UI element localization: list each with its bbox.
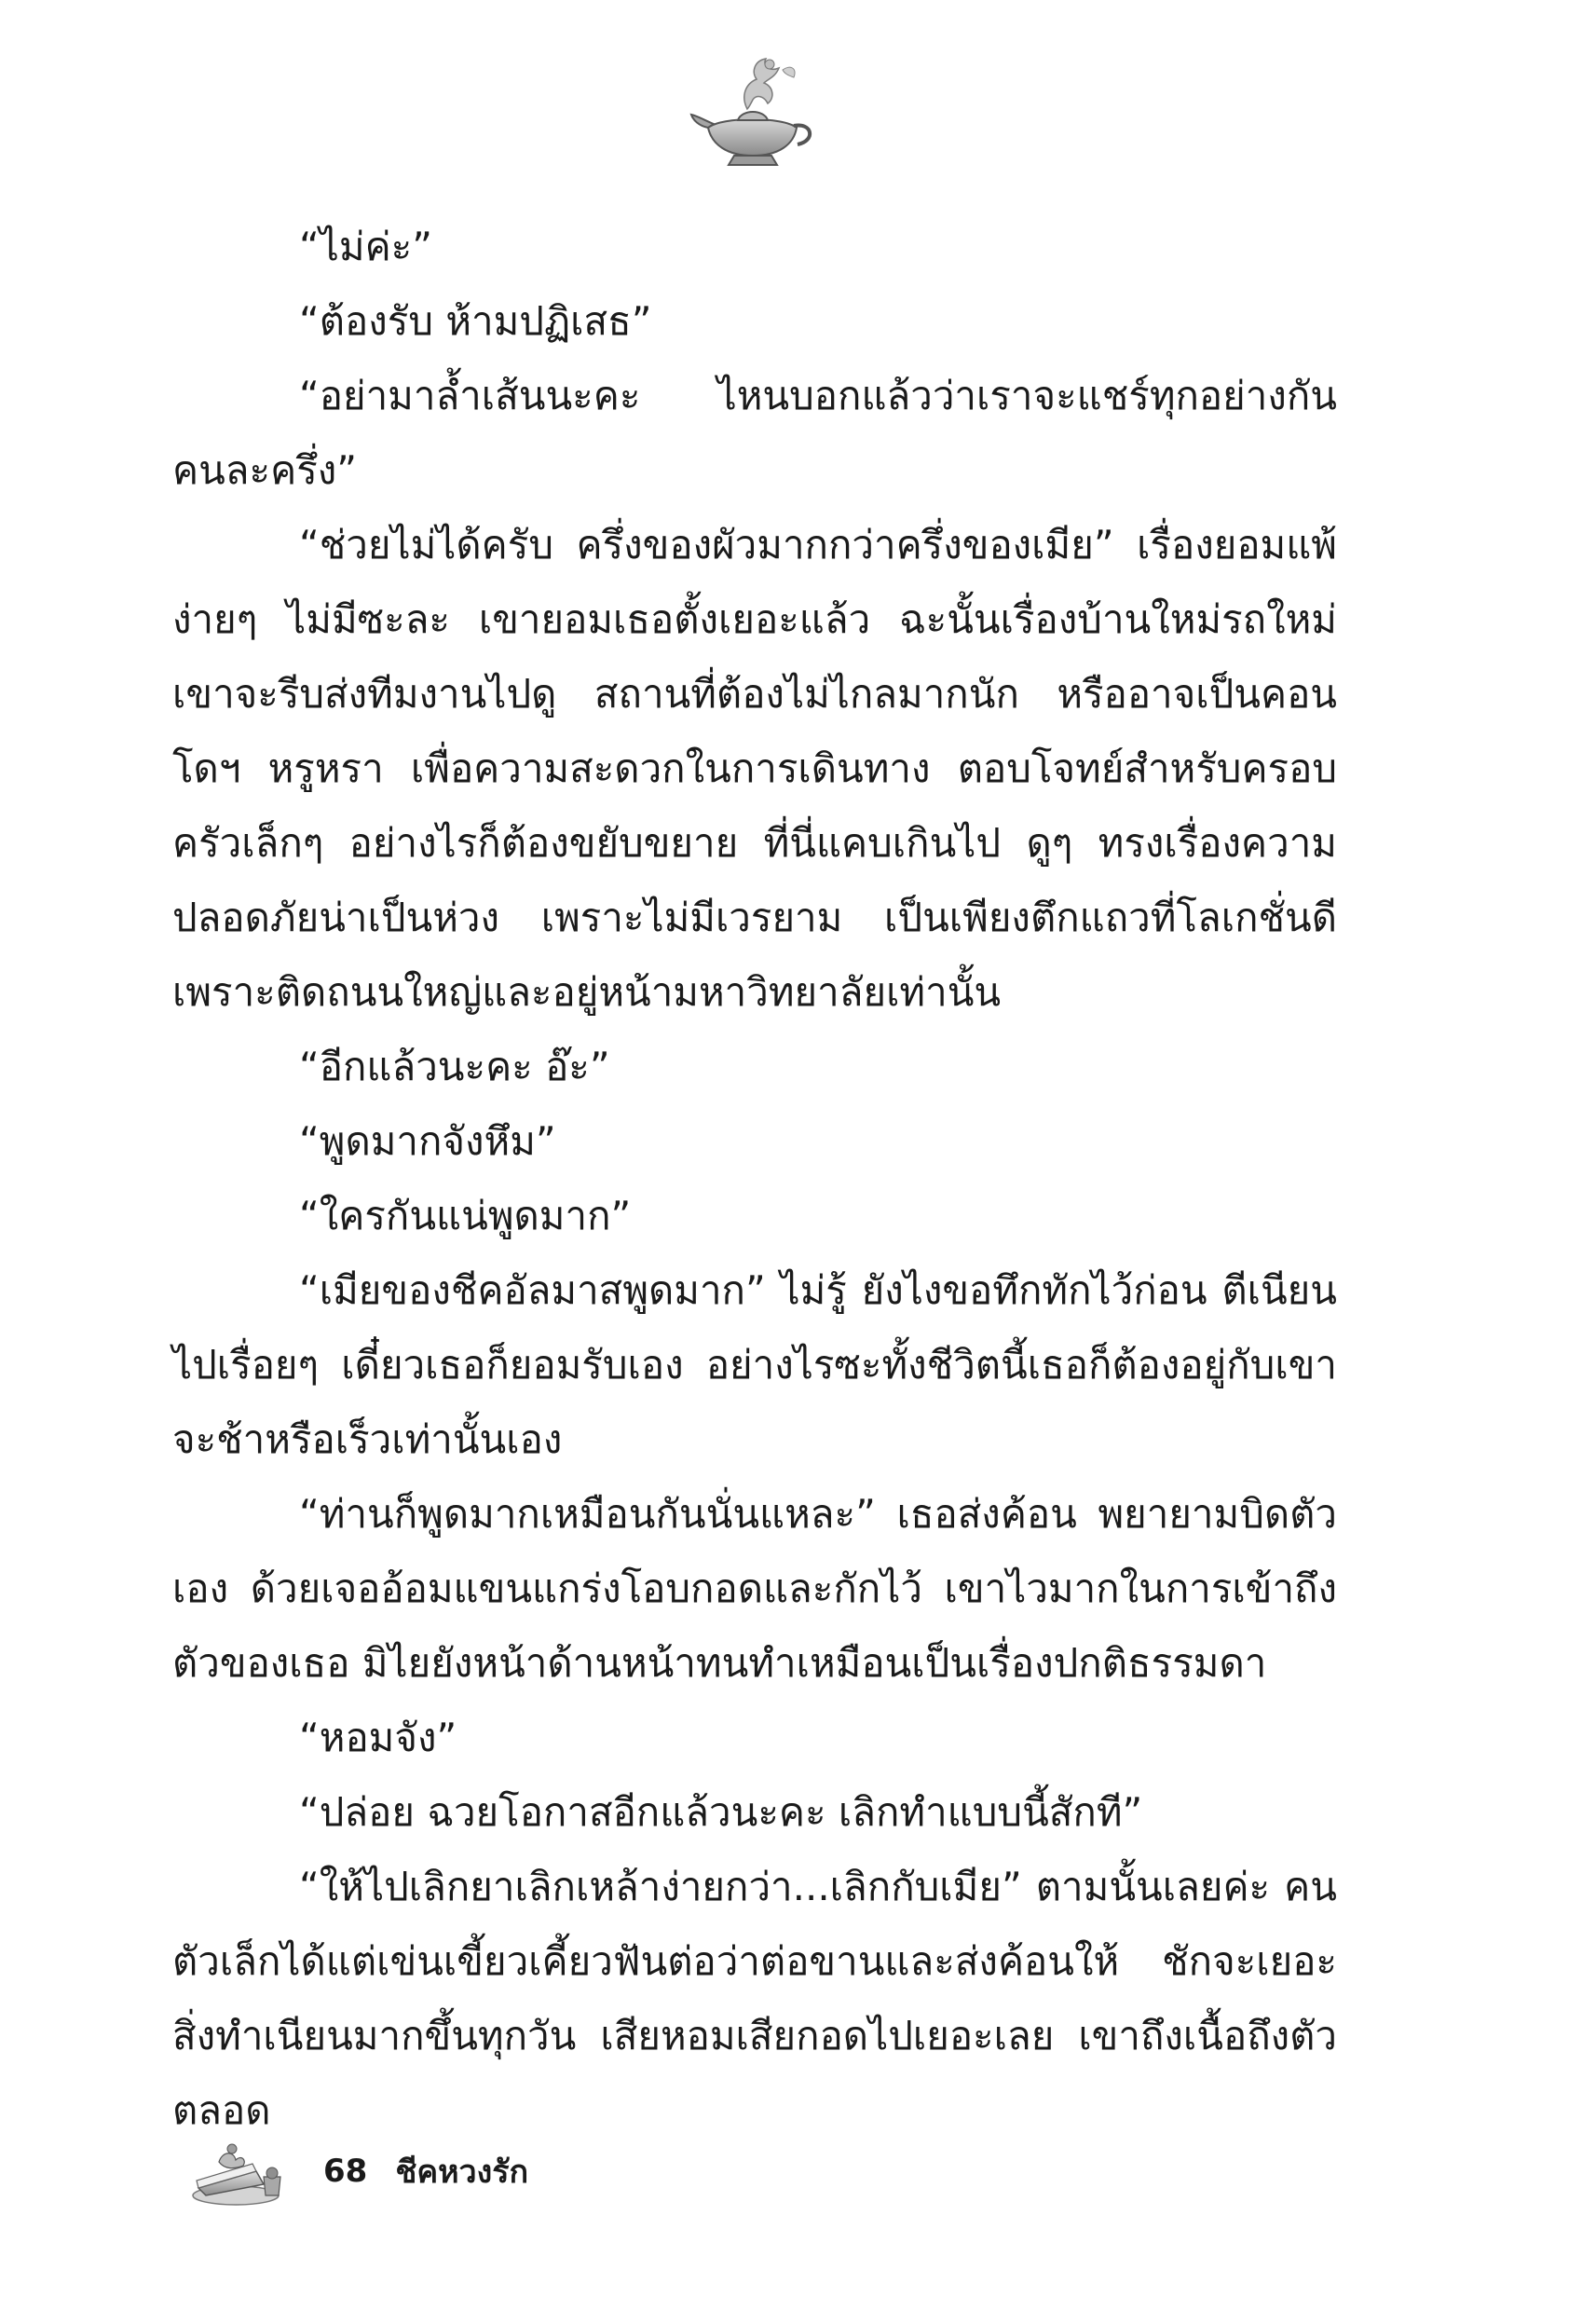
book-title: ชีคหวงรัก xyxy=(395,2154,529,2191)
paragraph: “ปล่อย ฉวยโอกาสอีกแล้วนะคะ เลิกทำแบบนี้สักที” xyxy=(299,1789,1143,1835)
paragraph: “ช่วยไม่ได้ครับ ครึ่งของผัวมากกว่าครึ่งของเมีย” เรื่องยอมแพ้ง่ายๆ ไม่มีซะละ เขายอมเธอตั้งเยอะแล้ว ฉะนั้นเรื่องบ้านใหม่รถใหม่เขาจะรีบส่งทีมงานไปดู สถานที่ต้องไม่ไกลมากนัก หรืออาจเป็นคอนโดฯ หรูหรา เพื่อความสะดวกในการเดินทาง ตอบโจทย์สำหรับครอบครัวเล็กๆ อย่างไรก็ต้องขยับขยาย ที่นี่แคบเกินไป ดูๆ ทรงเรื่องความปลอดภัยน่าเป็นห่วง เพราะไม่มีเวรยาม เป็นเพียงตึกแถวที่โลเกชั่นดีเพราะติดถนนใหญ่และอยู่หน้ามหาวิทยาลัยเท่านั้น xyxy=(172,522,1337,1015)
body-text xyxy=(172,210,1337,2148)
paragraph: “ท่านก็พูดมากเหมือนกันนั่นแหละ” เธอส่งค้อน พยายามบิดตัวเอง ด้วยเจออ้อมแขนแกร่งโอบกอดและกักไว้ เขาไวมากในการเข้าถึงตัวของเธอ มิไยยังหน้าด้านหน้าทนทำเหมือนเป็นเรื่องปกติธรรมดา xyxy=(172,1491,1337,1686)
paragraph: “ใครกันแน่พูดมาก” xyxy=(299,1193,632,1238)
paragraph: “หอมจัง” xyxy=(299,1715,457,1760)
page-footer xyxy=(191,2134,528,2208)
paragraph: “ต้องรับ ห้ามปฏิเสธ” xyxy=(299,298,652,344)
genie-lamp-icon xyxy=(689,51,820,172)
paragraph: “พูดมากจังหึม” xyxy=(299,1118,556,1164)
paragraph: “อีกแล้วนะคะ อ๊ะ” xyxy=(299,1044,610,1089)
paragraph: “ให้ไปเลิกยาเลิกเหล้าง่ายกว่า...เลิกกับเมีย” ตามนั้นเลยค่ะ คนตัวเล็กได้แต่เข่นเขี้ยวเคี้ยวฟันต่อว่าต่อขานและส่งค้อนให้ ชักจะเยอะสิ่งทำเนียนมากขึ้นทุกวัน เสียหอมเสียกอดไปเยอะเลย เขาถึงเนื้อถึงตัวตลอด xyxy=(172,1864,1337,2133)
page-number: 68 xyxy=(323,2153,368,2190)
paragraph: “อย่ามาล้ำเส้นนะคะ ไหนบอกแล้วว่าเราจะแชร์ทุกอย่างกันคนละครึ่ง” xyxy=(172,373,1337,493)
paragraph: “ไม่ค่ะ” xyxy=(299,224,432,269)
paragraph: “เมียของชีคอัลมาสพูดมาก” ไม่รู้ ยังไงขอทึกทักไว้ก่อน ตีเนียนไปเรื่อยๆ เดี๋ยวเธอก็ยอมรับเอง อย่างไรซะทั้งชีวิตนี้เธอก็ต้องอยู่กับเขาจะช้าหรือเร็วเท่านั้นเอง xyxy=(172,1267,1337,1462)
cake-icon xyxy=(191,2134,284,2208)
